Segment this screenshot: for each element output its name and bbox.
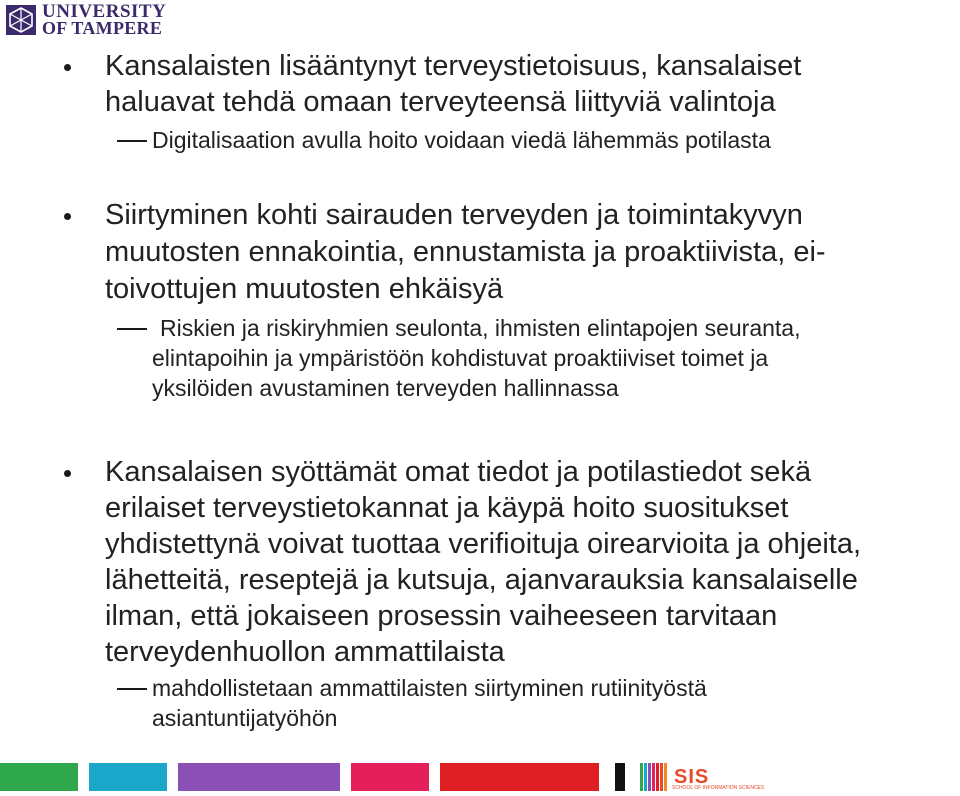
sis-subtitle: SCHOOL OF INFORMATION SCIENCES [672, 785, 765, 791]
bullet-marker [64, 213, 71, 220]
bullet-marker [64, 64, 71, 71]
university-logo [6, 2, 166, 38]
bullet-2-line-2: muutosten ennakointia, ennustamista ja proaktiivista, ei- [105, 236, 826, 268]
footer-segment-purple [178, 763, 340, 791]
footer-segment-black [615, 763, 625, 791]
bullet-2-sub-1-line-3: yksilöiden avustaminen terveyden hallinnassa [152, 375, 619, 401]
bullet-2-line-1: Siirtyminen kohti sairauden terveyden ja toimintakyvyn [105, 199, 803, 231]
footer-segment-green [0, 763, 78, 791]
sub-bullet-dash [117, 328, 147, 330]
university-emblem-icon [6, 5, 36, 35]
footer-color-bar [0, 763, 960, 791]
bullet-3-sub-1-line-1: mahdollistetaan ammattilaisten siirtyminen rutiinityöstä [152, 675, 707, 701]
footer-segment-cyan [89, 763, 167, 791]
sis-label: SIS [674, 765, 710, 788]
logo-line-2: OF TAMPERE [42, 18, 163, 38]
bullet-2-sub-1-line-2: elintapoihin ja ympäristöön kohdistuvat proaktiiviset toimet ja [152, 345, 769, 371]
bullet-3-line-6: terveydenhuollon ammattilaista [105, 636, 505, 668]
bullet-marker [64, 470, 71, 477]
bullet-3-line-1: Kansalaisen syöttämät omat tiedot ja potilastiedot sekä [105, 456, 812, 488]
bullet-1-line-1: Kansalaisten lisääntynyt terveystietoisuus, kansalaiset [105, 50, 802, 82]
footer-segment-pink [351, 763, 429, 791]
sub-bullet-dash [117, 140, 147, 142]
bullet-2-line-3: toivottujen muutosten ehkäisyä [105, 273, 504, 305]
bullet-1-line-2: haluavat tehdä omaan terveyteensä liittyviä valintoja [105, 86, 776, 118]
bullet-3-line-5: ilman, että jokaiseen prosessin vaiheeseen tarvitaan [105, 600, 778, 632]
footer-segment-red [440, 763, 599, 791]
bullet-2-sub-1-line-1: Riskien ja riskiryhmien seulonta, ihmisten elintapojen seuranta, [160, 315, 801, 341]
bullet-3-line-4: lähetteitä, reseptejä ja kutsuja, ajanvarauksia kansalaiselle [105, 564, 858, 596]
bullet-3-line-2: erilaiset terveystietokannat ja käypä hoito suositukset [105, 492, 789, 524]
sub-bullet-dash [117, 688, 147, 690]
bullet-3-sub-1-line-2: asiantuntijatyöhön [152, 705, 338, 731]
logo-line-1: UNIVERSITY [42, 1, 167, 22]
bullet-1-sub-1-line-1: Digitalisaation avulla hoito voidaan viedä lähemmäs potilasta [152, 127, 771, 153]
bullet-3-line-3: yhdistettynä voivat tuottaa verifioituja oirearvioita ja ohjeita, [105, 528, 862, 560]
sis-stripes-icon [640, 763, 668, 791]
